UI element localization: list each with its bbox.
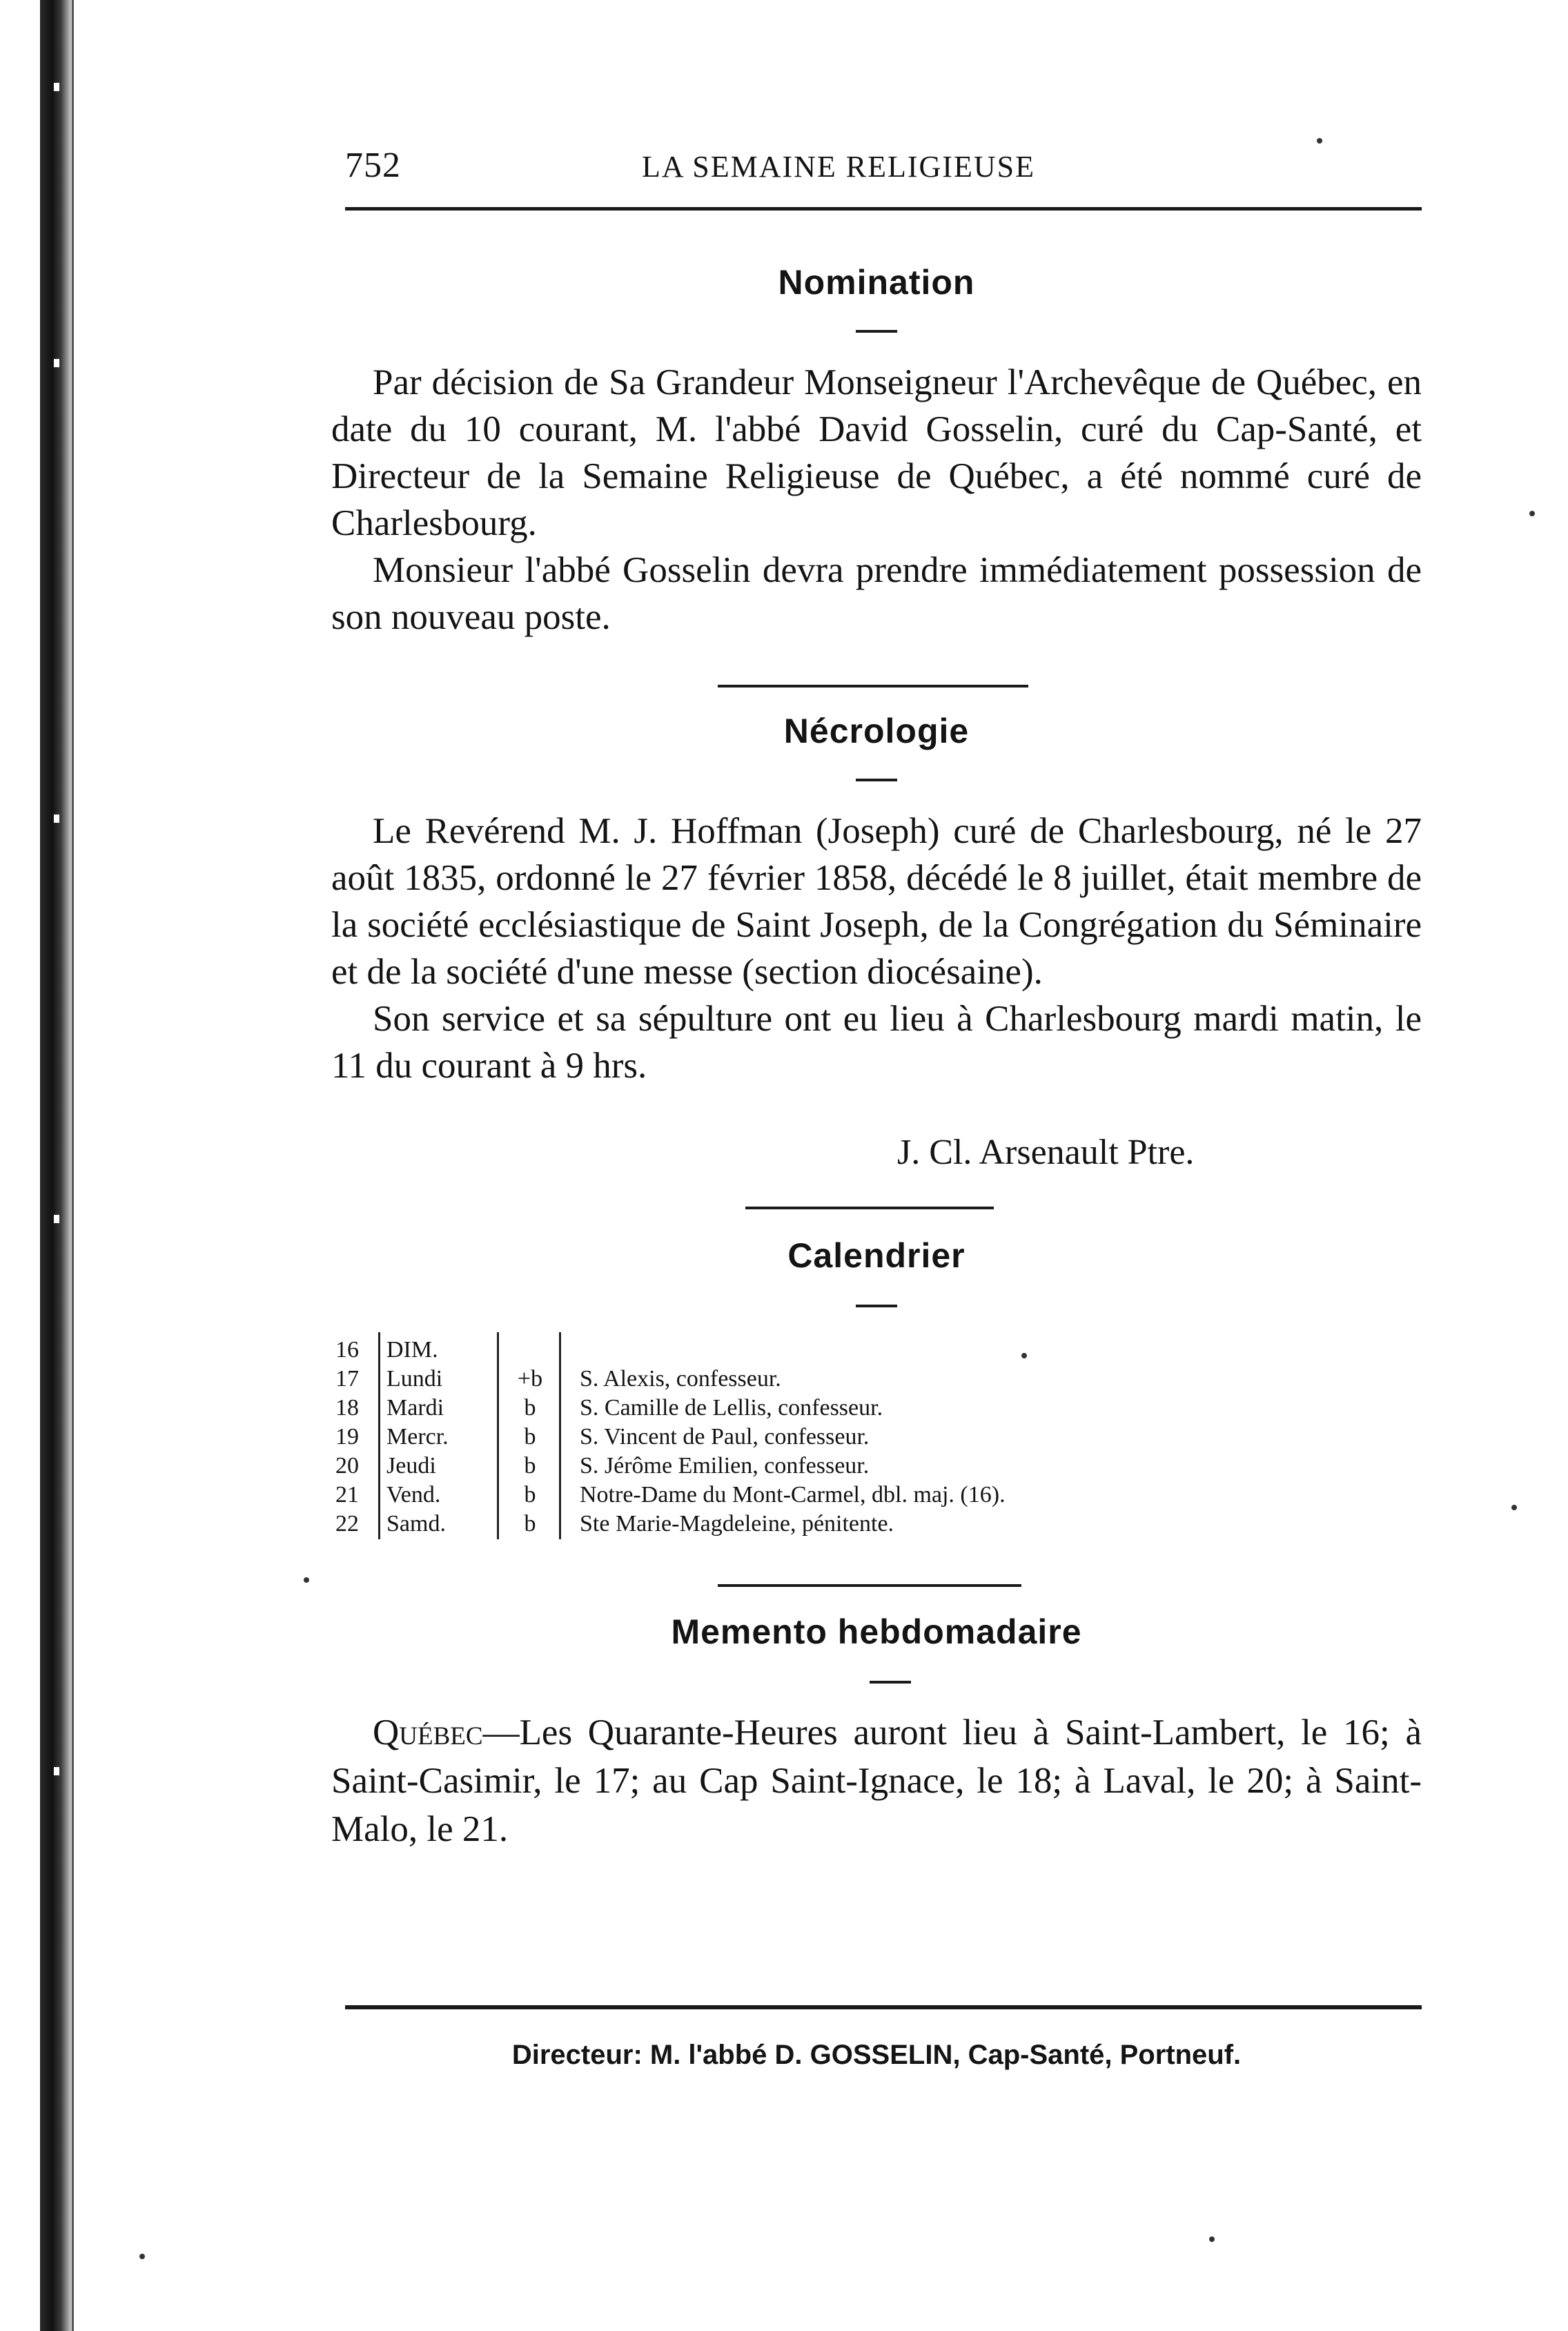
footer-rule bbox=[345, 2005, 1422, 2009]
running-header bbox=[331, 145, 1422, 186]
calendar-row bbox=[331, 1365, 1422, 1394]
section-divider bbox=[745, 1207, 994, 1209]
calendar-feast: S. Jérôme Emilien, confesseur. bbox=[580, 1453, 870, 1479]
calendar-day: 20 bbox=[335, 1453, 359, 1479]
calendar-row bbox=[331, 1336, 1422, 1365]
calendar-weekday: Mercr. bbox=[386, 1424, 449, 1450]
calendar-weekday: Jeudi bbox=[386, 1453, 436, 1479]
title-dash bbox=[856, 330, 897, 333]
calendar-day: 18 bbox=[335, 1395, 359, 1421]
calendar-feast: Ste Marie-Magdeleine, pénitente. bbox=[580, 1511, 894, 1537]
calendar-rite: b bbox=[524, 1511, 536, 1537]
calendar-weekday: Vend. bbox=[386, 1482, 441, 1508]
calendar-rite: b bbox=[524, 1482, 536, 1508]
title-dash bbox=[856, 1305, 897, 1307]
title-dash bbox=[870, 1681, 911, 1684]
section-title-necrologie: Nécrologie bbox=[783, 712, 970, 750]
memento-text: —Les Quarante-Heures auront lieu à Saint-Lambert, le 16; à Saint-Casimir, le 17; au Cap Saint-Ignace, le 18; à Laval, le 20; à Saint-Malo, le 21. bbox=[331, 1713, 1422, 1849]
calendar-rite: b bbox=[524, 1395, 536, 1421]
title-dash bbox=[856, 779, 897, 781]
calendar-day: 17 bbox=[335, 1366, 359, 1392]
nomination-body bbox=[331, 359, 1422, 641]
binding-mark bbox=[54, 1215, 59, 1223]
section-title-memento: Memento hebdomadaire bbox=[671, 1612, 1082, 1651]
footer-imprint: Directeur: M. l'abbé D. GOSSELIN, Cap-Santé, Portneuf. bbox=[511, 2040, 1242, 2070]
calendar-feast: S. Camille de Lellis, confesseur. bbox=[580, 1395, 883, 1421]
scan-speck bbox=[304, 1577, 309, 1583]
necrologie-paragraph: Son service et sa sépulture ont eu lieu à Charlesbourg mardi matin, le 11 du courant à 9 hrs. bbox=[331, 999, 1422, 1086]
calendar-day: 21 bbox=[335, 1482, 359, 1508]
section-divider bbox=[718, 1584, 1021, 1587]
binding-mark bbox=[54, 83, 59, 91]
scan-speck bbox=[1317, 138, 1322, 144]
section-title-calendrier: Calendrier bbox=[787, 1236, 966, 1275]
calendar-row bbox=[331, 1423, 1422, 1452]
nomination-paragraph: Monsieur l'abbé Gosselin devra prendre immédiatement possession de son nouveau poste. bbox=[331, 550, 1422, 637]
scan-speck bbox=[1209, 2236, 1215, 2242]
section-title-nomination: Nomination bbox=[778, 263, 975, 302]
binding-mark bbox=[54, 815, 59, 823]
memento-body bbox=[331, 1708, 1422, 1853]
section-divider bbox=[718, 685, 1028, 687]
calendar-day: 19 bbox=[335, 1424, 359, 1450]
necrologie-signature: J. Cl. Arsenault Ptre. bbox=[897, 1133, 1195, 1172]
calendar-feast: Notre-Dame du Mont-Carmel, dbl. maj. (16). bbox=[580, 1482, 1006, 1508]
necrologie-paragraph: Le Revérend M. J. Hoffman (Joseph) curé de Charlesbourg, né le 27 août 1835, ordonné le 27 février 1858, décédé le 8 juillet, était membre de la société ecclésiastique de Saint Joseph, de la Congrégation du Séminaire et de la société d'une messe (section diocésaine). bbox=[331, 811, 1422, 992]
scan-speck bbox=[1511, 1505, 1517, 1510]
calendar-day: 16 bbox=[335, 1337, 359, 1363]
calendar-row bbox=[331, 1394, 1422, 1423]
necrologie-body bbox=[331, 808, 1422, 1089]
calendar-weekday: Mardi bbox=[386, 1395, 444, 1421]
binding-edge bbox=[40, 0, 72, 2331]
memento-place: Québec bbox=[373, 1713, 483, 1753]
calendar-weekday: DIM. bbox=[386, 1337, 438, 1363]
scan-speck bbox=[1529, 511, 1535, 516]
calendar-weekday: Samd. bbox=[386, 1511, 446, 1537]
calendar-feast: S. Alexis, confesseur. bbox=[580, 1366, 781, 1392]
binding-mark bbox=[54, 359, 59, 367]
calendar-day: 22 bbox=[335, 1511, 359, 1537]
nomination-paragraph: Par décision de Sa Grandeur Monseigneur l'Archevêque de Québec, en date du 10 courant, M. l'abbé David Gosselin, curé du Cap-Santé, et Directeur de la Semaine Religieuse de Québec, a été nommé curé de Charlesbourg. bbox=[331, 362, 1422, 543]
calendar-row bbox=[331, 1452, 1422, 1481]
running-title: LA SEMAINE RELIGIEUSE bbox=[642, 150, 1035, 184]
binding-shadow bbox=[72, 0, 74, 2331]
calendar-weekday: Lundi bbox=[386, 1366, 443, 1392]
calendar-feast: S. Vincent de Paul, confesseur. bbox=[580, 1424, 870, 1450]
memento-paragraph bbox=[331, 1708, 1422, 1853]
calendar-rite: b bbox=[524, 1453, 536, 1479]
calendar-rite: b bbox=[524, 1424, 536, 1450]
scan-speck bbox=[139, 2254, 145, 2259]
calendar-rite: +b bbox=[517, 1366, 543, 1392]
page-number: 752 bbox=[345, 146, 401, 185]
binding-mark bbox=[54, 1767, 59, 1775]
header-rule bbox=[345, 207, 1422, 211]
calendar-row bbox=[331, 1510, 1422, 1539]
calendar-row bbox=[331, 1481, 1422, 1510]
scan-speck bbox=[1021, 1353, 1027, 1358]
